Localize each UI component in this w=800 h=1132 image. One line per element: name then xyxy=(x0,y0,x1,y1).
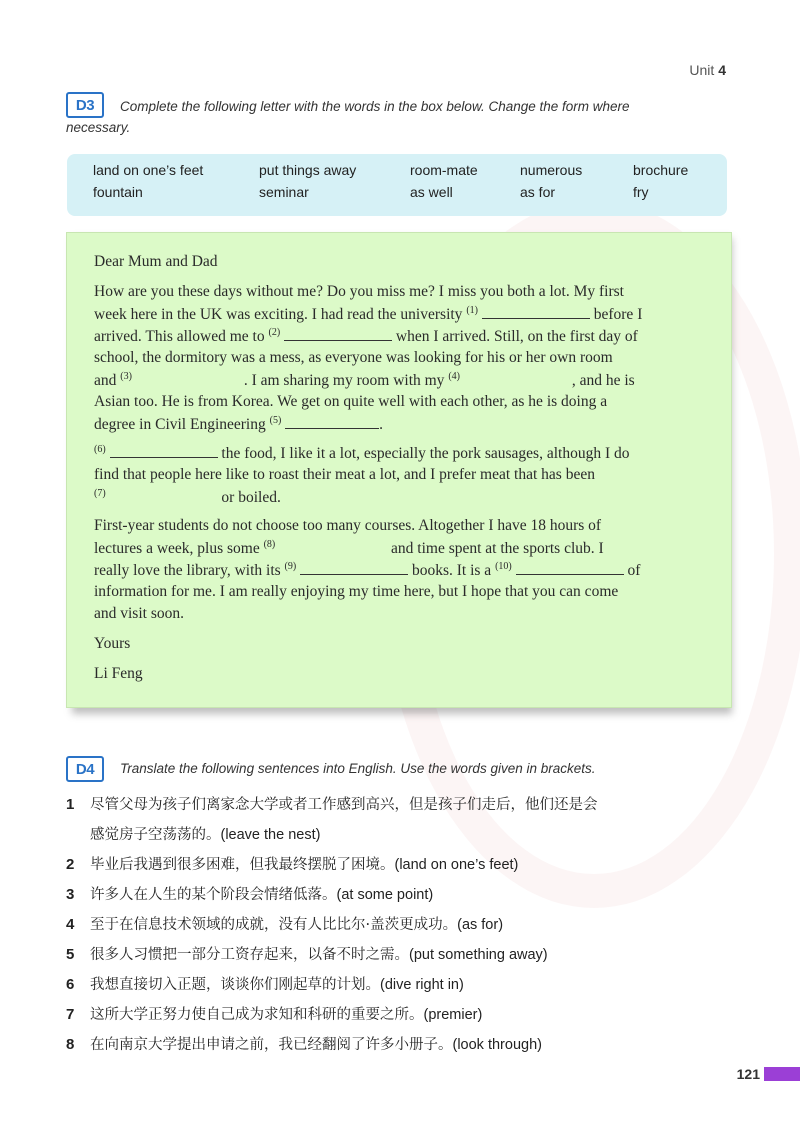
letter-line: find that people here like to roast their meat a lot, and I prefer meat that has been xyxy=(94,466,595,483)
translation-item: 1 尽管父母为孩子们离家念大学或者工作感到高兴，但是孩子们走后，他们还是会 感觉房子空荡荡的。(leave the nest) xyxy=(66,796,598,843)
word-item: put things away xyxy=(259,162,357,178)
answer-blank-3[interactable] xyxy=(136,373,244,385)
word-item: fountain xyxy=(93,184,143,200)
translation-item: 2 毕业后我遇到很多困难，但我最终摆脱了困境。(land on one’s feet) xyxy=(66,856,519,873)
letter-line: and visit soon. xyxy=(94,605,184,622)
answer-blank-8[interactable] xyxy=(279,541,387,553)
letter-line: $^{(7)}$ or boiled. xyxy=(94,488,281,507)
letter-line: arrived. This allowed me to $^{(2)}$ when I arrived. Still, on the first day of xyxy=(94,327,638,346)
answer-blank-4[interactable] xyxy=(464,373,572,385)
page-tab-bar xyxy=(764,1067,800,1081)
page-number: 121 xyxy=(736,1066,760,1082)
answer-blank-9[interactable] xyxy=(300,562,408,575)
translation-item: 5 很多人习惯把一部分工资存起来，以备不时之需。(put something away) xyxy=(66,946,548,963)
exercise-tag-d3: D3 xyxy=(66,92,104,118)
answer-blank-10[interactable] xyxy=(516,562,624,575)
answer-blank-6[interactable] xyxy=(110,445,218,458)
d4-instruction: Translate the following sentences into English. Use the words given in brackets. xyxy=(120,761,596,776)
letter-line: Asian too. He is from Korea. We get on quite well with each other, as he is doing a xyxy=(94,393,608,410)
letter-line: and $^{(3)}$ . I am sharing my room with my $^{(4)}$ , and he is xyxy=(94,371,635,390)
translation-item: 8 在向南京大学提出申请之前，我已经翻阅了许多小册子。(look through) xyxy=(66,1036,542,1053)
letter-line: school, the dormitory was a mess, as everyone was looking for his or her own room xyxy=(94,349,613,366)
translation-item: 7 这所大学正努力使自己成为求知和科研的重要之所。(premier) xyxy=(66,1006,483,1023)
word-item: seminar xyxy=(259,184,309,200)
letter-line: really love the library, with its $^{(9)}$ books. It is a $^{(10)}$ of xyxy=(94,561,641,580)
letter-line: How are you these days without me? Do you miss me? I miss you both a lot. My first xyxy=(94,283,624,300)
unit-label: Unit 4 xyxy=(689,62,726,78)
translation-list xyxy=(66,790,746,1060)
letter-line: degree in Civil Engineering $^{(5)}$ . xyxy=(94,415,384,434)
answer-blank-2[interactable] xyxy=(284,328,392,341)
translation-item: 4 至于在信息技术领域的成就，没有人比比尔·盖茨更成功。(as for) xyxy=(66,916,504,933)
letter-greeting: Dear Mum and Dad xyxy=(94,253,218,270)
word-item: as for xyxy=(520,184,556,200)
letter-line: week here in the UK was exciting. I had read the university $^{(1)}$ before I xyxy=(94,305,643,324)
answer-blank-7[interactable] xyxy=(110,490,218,502)
word-item: land on one’s feet xyxy=(93,162,204,178)
exercise-tag-d4: D4 xyxy=(66,756,104,782)
translation-item: 6 我想直接切入正题，谈谈你们刚起草的计划。(dive right in) xyxy=(66,976,464,993)
d3-instruction: Complete the following letter with the words in the box below. Change the form where necessary. xyxy=(66,99,630,135)
letter-signature: Li Feng xyxy=(94,665,143,682)
answer-blank-1[interactable] xyxy=(482,306,590,319)
translation-item: 3 许多人在人生的某个阶段会情绪低落。(at some point) xyxy=(66,886,434,903)
word-item: numerous xyxy=(520,162,583,178)
letter-line: $^{(6)}$ the food, I like it a lot, especially the pork sausages, although I do xyxy=(94,444,630,463)
letter-line: information for me. I am really enjoying my time here, but I hope that you can come xyxy=(94,583,619,600)
word-box xyxy=(67,154,727,216)
letter-card xyxy=(66,232,732,708)
word-item: brochure xyxy=(633,162,689,178)
letter-line: First-year students do not choose too many courses. Altogether I have 18 hours of xyxy=(94,517,602,534)
letter-line: lectures a week, plus some $^{(8)}$ and time spent at the sports club. I xyxy=(94,539,604,558)
word-item: fry xyxy=(633,184,649,200)
answer-blank-5[interactable] xyxy=(285,416,379,429)
word-item: room-mate xyxy=(410,162,478,178)
letter-closing: Yours xyxy=(94,635,131,652)
word-item: as well xyxy=(410,184,453,200)
